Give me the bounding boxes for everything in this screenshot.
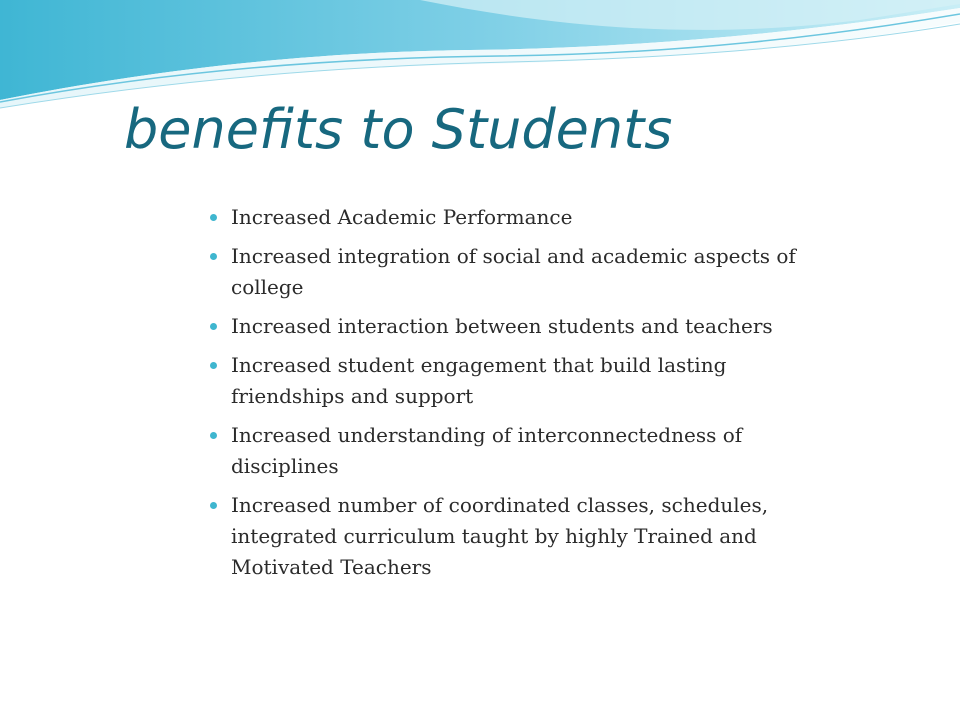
bullet-dot-icon: [210, 362, 217, 369]
slide-title: benefits to Students: [124, 98, 673, 161]
bullet-dot-icon: [210, 432, 217, 439]
list-item: [210, 241, 800, 303]
bullet-list: [210, 202, 800, 591]
bullet-dot-icon: [210, 253, 217, 260]
list-item: [210, 311, 800, 342]
bullet-text: Increased integration of social and academic aspects of college: [231, 244, 796, 299]
list-item: [210, 420, 800, 482]
list-item: [210, 350, 800, 412]
bullet-text: Increased understanding of interconnectedness of disciplines: [231, 423, 743, 478]
bullet-text: Increased Academic Performance: [231, 205, 573, 229]
bullet-text: Increased student engagement that build lasting friendships and support: [231, 353, 727, 408]
bullet-dot-icon: [210, 502, 217, 509]
bullet-dot-icon: [210, 214, 217, 221]
bullet-text: Increased number of coordinated classes, schedules, integrated curriculum taught by highly Trained and Motivated Teachers: [231, 493, 769, 579]
bullet-dot-icon: [210, 323, 217, 330]
list-item: [210, 490, 800, 583]
list-item: [210, 202, 800, 233]
bullet-text: Increased interaction between students and teachers: [231, 314, 773, 338]
